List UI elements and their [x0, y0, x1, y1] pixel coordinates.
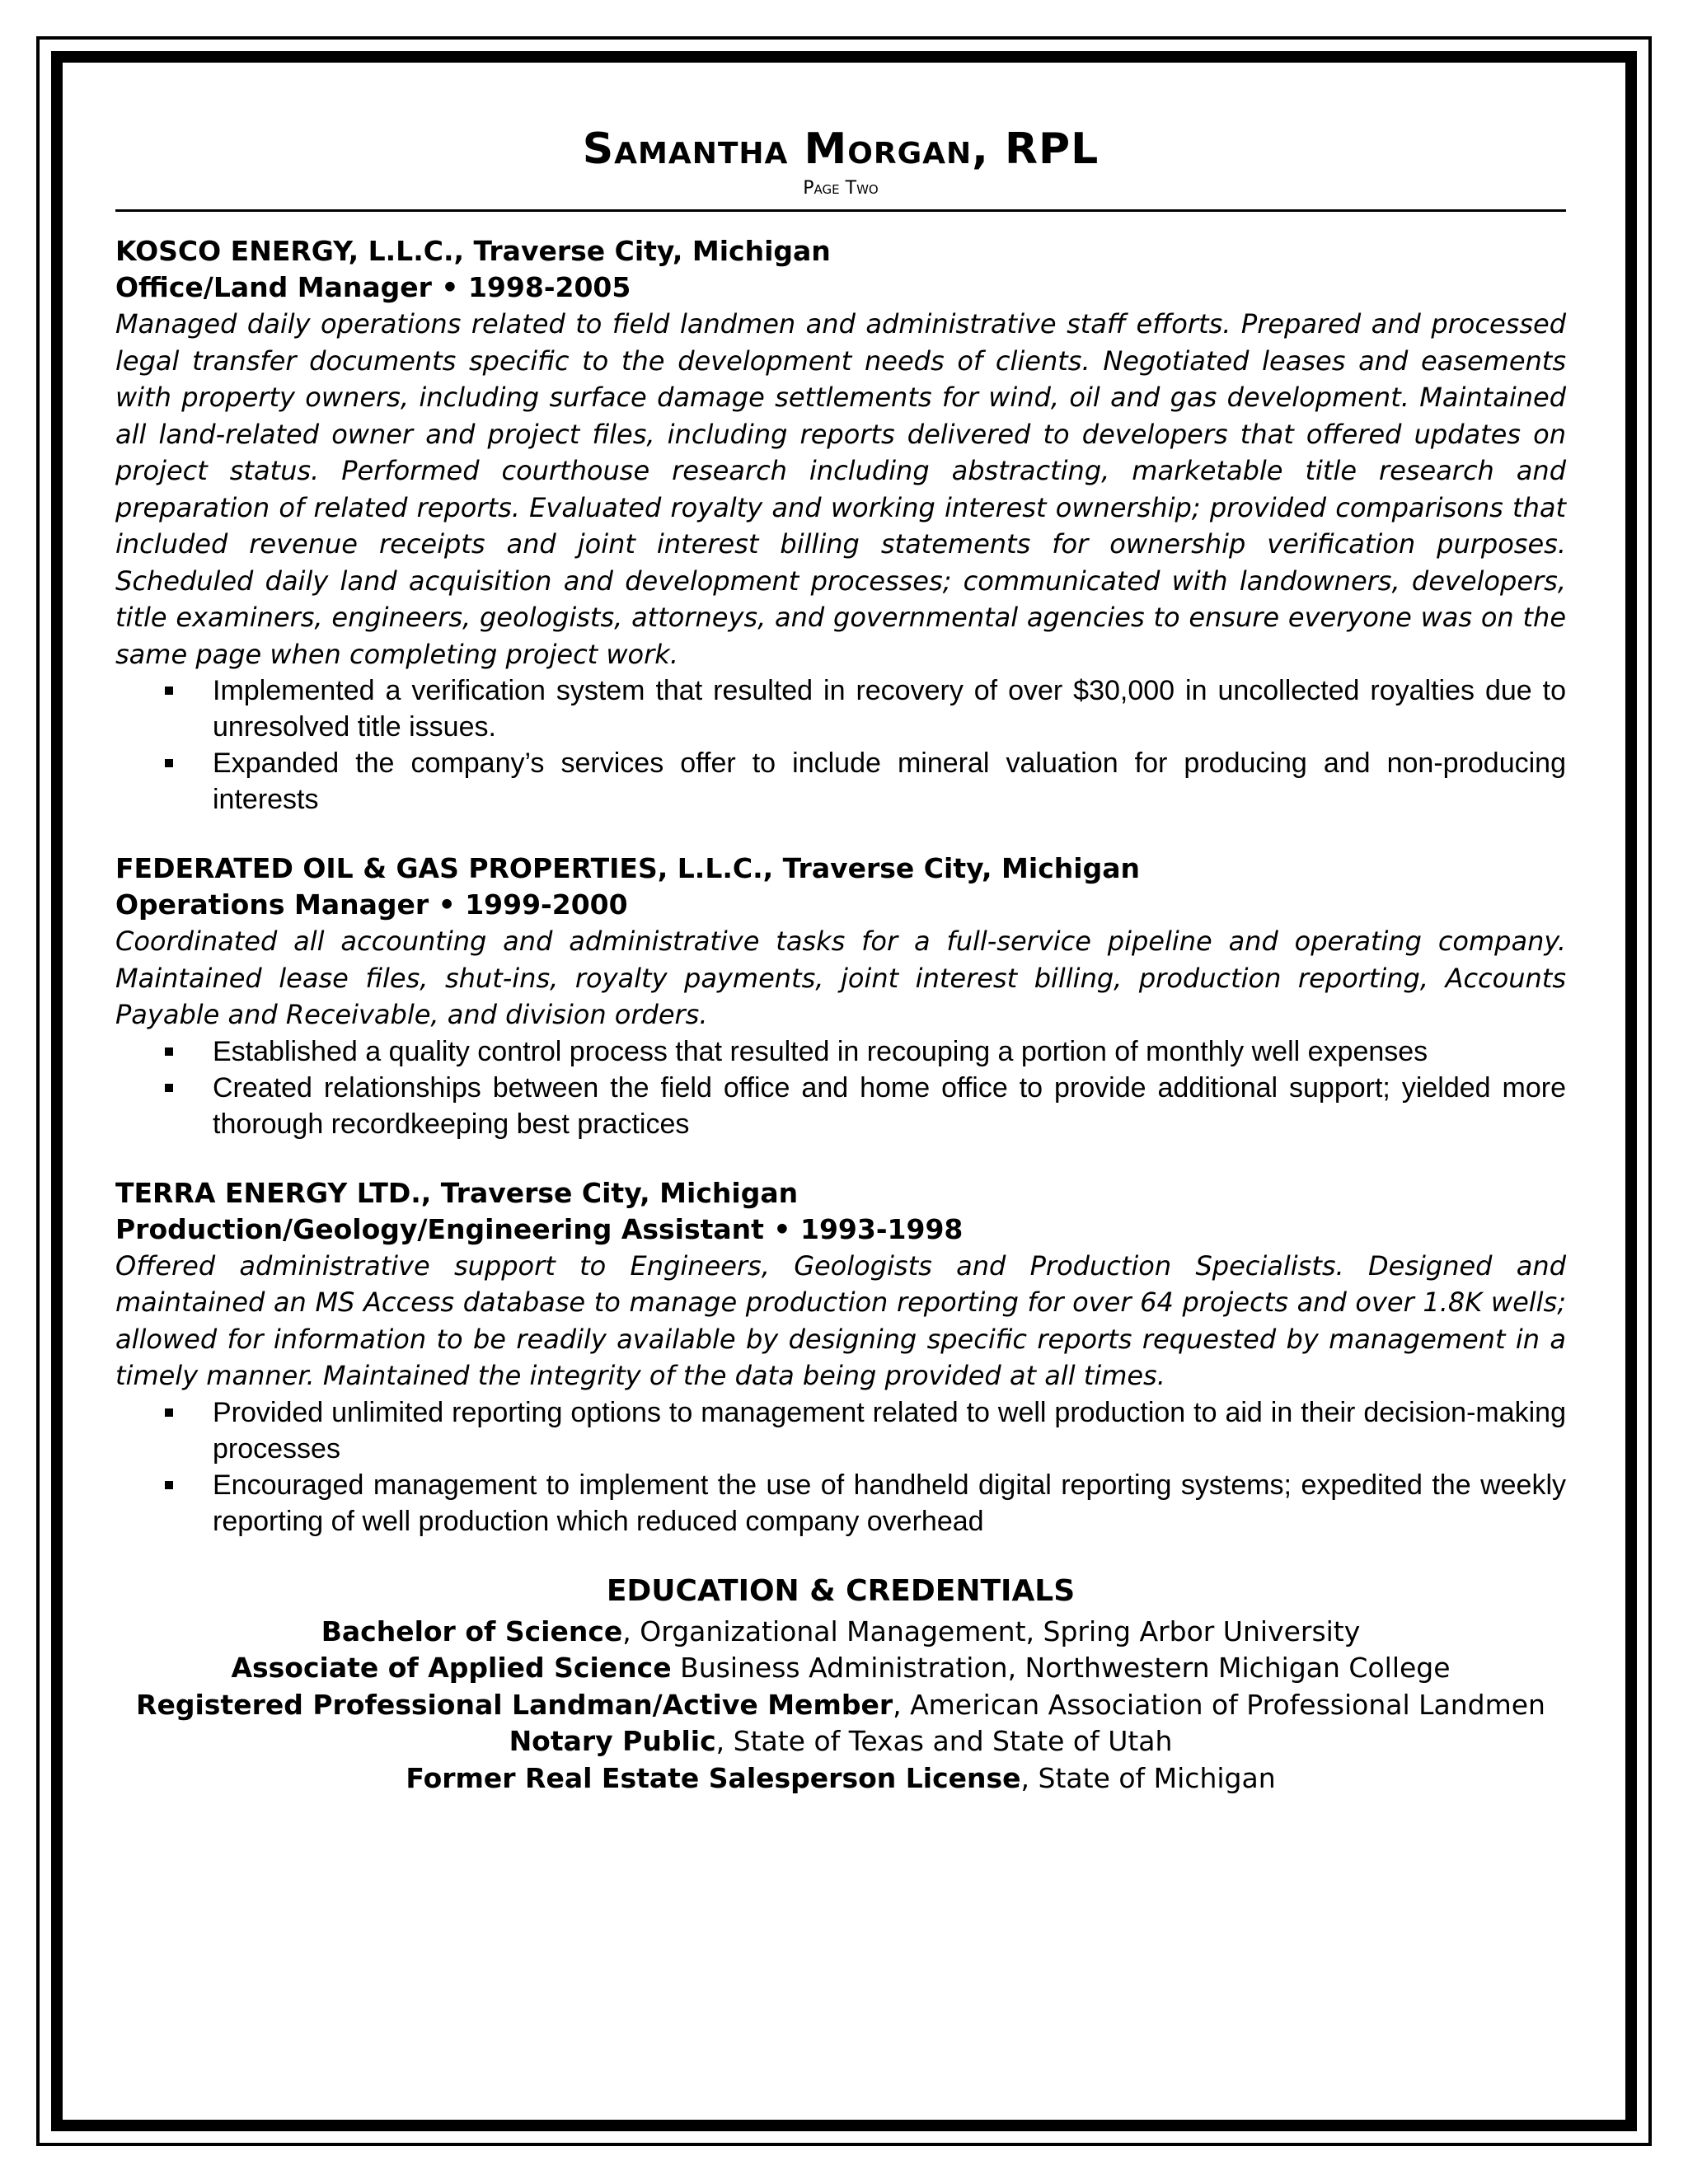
credential-title: Bachelor of Science [321, 1615, 623, 1647]
credential-line [115, 1760, 1566, 1797]
credential-detail: , State of Texas and State of Utah [715, 1725, 1173, 1757]
square-bullet-icon [165, 1408, 173, 1417]
credential-line [115, 1687, 1566, 1724]
job-role: Office/Land Manager • 1998-2005 [115, 271, 631, 303]
square-bullet-icon [165, 687, 173, 695]
resume-header [115, 124, 1566, 201]
list-item [213, 1394, 1566, 1467]
square-bullet-icon [165, 1084, 173, 1092]
job-summary: Managed daily operations related to field landmen and administrative staff efforts. Prepared and processed legal transfer documents specific to the development needs of clients. Negotiated leases and easements with property owners, including surface damage settlements for wind, oil and gas development. Maintained all land-related owner and project files, including reports delivered to developers that offered updates on project status. Performed courthouse research including abstracting, marketable title research and preparation of related reports. Evaluated royalty and working interest ownership; provided comparisons that included revenue receipts and joint interest billing statements for ownership verification purposes. Scheduled daily land acquisition and development processes; communicated with landowners, developers, title examiners, engineers, geologists, attorneys, and governmental agencies to ensure everyone was on the same page when completing project work. [115, 308, 1566, 670]
achievement-text: Implemented a verification system that resulted in recovery of over $30,000 in uncollected royalties due to unresolved title issues. [213, 675, 1566, 743]
job-company: TERRA ENERGY LTD., Traverse City, Michigan [115, 1176, 799, 1209]
list-item [213, 1070, 1566, 1142]
job-entry [115, 851, 1566, 1142]
credential-line [115, 1723, 1566, 1760]
page-label: Page Two [803, 178, 879, 199]
job-achievements [115, 1394, 1566, 1540]
credential-line [115, 1650, 1566, 1687]
job-company: KOSCO ENERGY, L.L.C., Traverse City, Michigan [115, 235, 831, 267]
job-achievements [115, 673, 1566, 818]
credential-detail: , American Association of Professional Landmen [893, 1688, 1545, 1721]
square-bullet-icon [165, 1047, 173, 1056]
achievement-text: Established a quality control process that resulted in recouping a portion of monthly well expenses [213, 1035, 1428, 1067]
credential-title: Registered Professional Landman/Active Member [136, 1688, 893, 1721]
job-entry [115, 233, 1566, 818]
credential-title: Associate of Applied Science [231, 1652, 672, 1684]
header-divider [115, 209, 1566, 212]
resume-page [115, 124, 1566, 1797]
job-summary: Offered administrative support to Engineers, Geologists and Production Specialists. Designed and maintained an MS Access database to manage production reporting for over 64 projects and over 1.8K wells; allowed for information to be readily available by designing specific reports requested by management in a timely manner. Maintained the integrity of the data being provided at all times. [115, 1249, 1566, 1391]
list-item [213, 1033, 1566, 1070]
credential-detail: , Organizational Management, Spring Arbor University [622, 1615, 1361, 1647]
credential-detail: , State of Michigan [1020, 1761, 1276, 1794]
credential-title: Former Real Estate Salesperson License [406, 1761, 1021, 1794]
job-role: Operations Manager • 1999-2000 [115, 888, 628, 921]
square-bullet-icon [165, 759, 173, 767]
achievement-text: Encouraged management to implement the use of handheld digital reporting systems; expedited the weekly reporting of well production which reduced company overhead [213, 1469, 1566, 1537]
credential-line [115, 1614, 1566, 1651]
credential-detail: Business Administration, Northwestern Michigan College [671, 1652, 1451, 1684]
section-heading: EDUCATION & CREDENTIALS [606, 1573, 1076, 1608]
achievement-text: Provided unlimited reporting options to management related to well production to aid in their decision-making processes [213, 1396, 1566, 1465]
credential-title: Notary Public [509, 1725, 716, 1757]
job-entry [115, 1175, 1566, 1540]
job-summary: Coordinated all accounting and administrative tasks for a full-service pipeline and operating company. Maintained lease files, shut-ins, royalty payments, joint interest billing, production reporting, Accounts Payable and Receivable, and division orders. [115, 926, 1566, 1030]
achievement-text: Expanded the company’s services offer to include mineral valuation for producing and non-producing interests [213, 748, 1566, 815]
job-company: FEDERATED OIL & GAS PROPERTIES, L.L.C., Traverse City, Michigan [115, 852, 1140, 884]
achievement-text: Created relationships between the field office and home office to provide additional support; yielded more thorough recordkeeping best practices [213, 1071, 1566, 1140]
job-achievements [115, 1033, 1566, 1142]
square-bullet-icon [165, 1481, 173, 1489]
job-role: Production/Geology/Engineering Assistant • 1993-1998 [115, 1212, 964, 1245]
list-item [213, 1467, 1566, 1540]
education-section [115, 1572, 1566, 1797]
list-item [213, 745, 1566, 818]
candidate-name: Samantha Morgan, RPL [582, 124, 1100, 174]
list-item [213, 673, 1566, 745]
